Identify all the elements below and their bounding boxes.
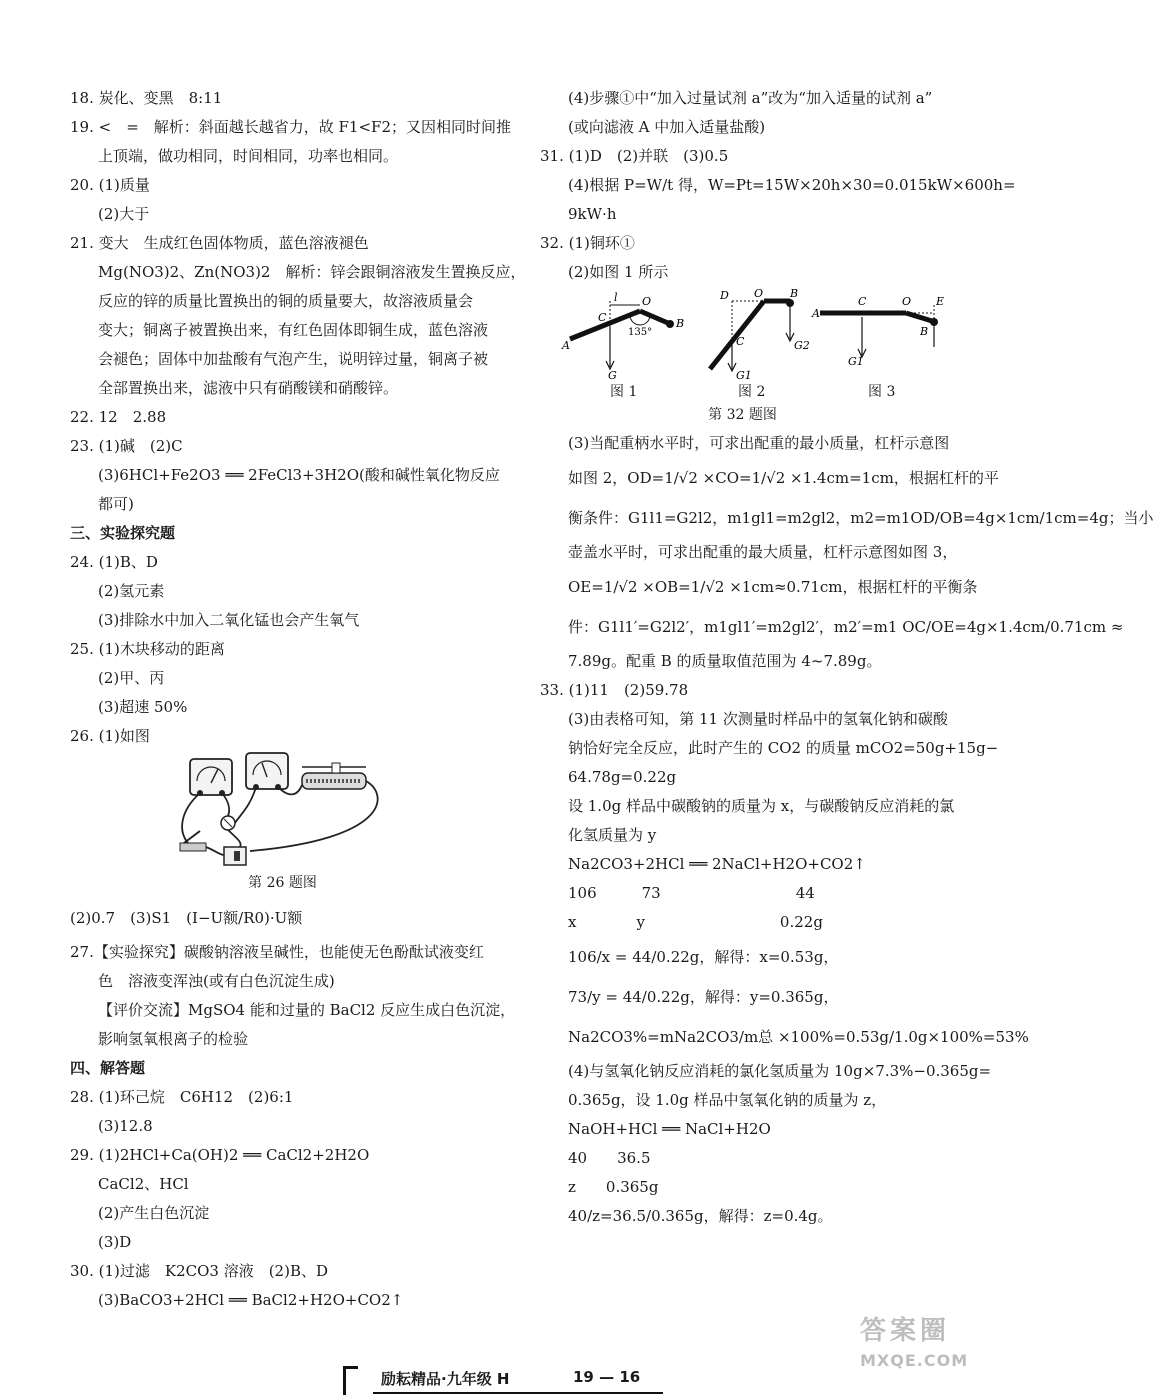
fig3-label-o: O <box>902 295 912 308</box>
fig32-panel-3-caption: 图 3 <box>868 384 896 400</box>
answer-27-cont: 色 溶液变浑浊(或有白色沉淀生成) <box>98 972 335 990</box>
figure-32-levers <box>540 287 945 382</box>
answer-29: 29. (1)2HCl+Ca(OH)2 ══ CaCl2+2H2O <box>70 1146 370 1164</box>
fig2-label-g2: G2 <box>794 339 810 352</box>
fig2-label-d: D <box>720 289 729 302</box>
fig3-label-c: C <box>858 295 867 308</box>
fig1-label-angle: 135° <box>628 327 653 338</box>
circuit-diagram-image <box>70 751 495 869</box>
answer-32-3-line4: 壶盖水平时，可求出配重的最大质量，杠杆示意图如图 3， <box>568 543 958 561</box>
answer-21: 21. 变大 生成红色固体物质，蓝色溶液褪色 <box>70 234 369 252</box>
answer-26: 26. (1)如图 <box>70 727 150 745</box>
answer-26-2-3: (2)0.7 (3)S1 (I−U额/R0)·U额 <box>70 909 303 927</box>
fig3-label-b: B <box>920 325 929 338</box>
answer-25-3: (3)超速 50% <box>98 698 188 716</box>
answer-20: 20. (1)质量 <box>70 176 150 194</box>
answer-33-3-line4: 设 1.0g 样品中碳酸钠的质量为 x，与碳酸钠反应消耗的氯 <box>568 797 955 815</box>
answer-23: 23. (1)碱 (2)C <box>70 437 183 455</box>
answer-29-3: (3)D <box>98 1233 132 1251</box>
fig2-label-g1: G1 <box>736 369 752 382</box>
fig1-label-c: C <box>598 311 607 324</box>
answer-27-eval: 【评价交流】MgSO4 能和过量的 BaCl2 反应生成白色沉淀， <box>98 1001 516 1019</box>
answer-28: 28. (1)环己烷 C6H12 (2)6:1 <box>70 1088 294 1106</box>
answer-21-line4: 变大；铜离子被置换出来，有红色固体即铜生成，蓝色溶液 <box>98 321 489 339</box>
answer-32-3-line5: OE=1/√2 ×OB=1/√2 ×1cm≈0.71cm，根据杠杆的平衡条 <box>568 578 978 596</box>
fig32-panel-1-caption: 图 1 <box>610 384 638 400</box>
answer-32-3-line6: 件：G1l1′=G2l2′，m1gl1′=m2gl2′，m2′=m1 OC/OE=4g×1.4cm/0.71cm ≈ <box>568 618 1124 636</box>
section-experiment-heading: 三、实验探究题 <box>70 524 176 542</box>
footer-page-number: 19 — 16 <box>573 1368 641 1386</box>
answer-33-solve-y: 73/y = 44/0.22g，解得：y=0.365g， <box>568 988 839 1006</box>
answer-22: 22. 12 2.88 <box>70 408 167 426</box>
watermark-logo-text: 答案圈 <box>860 1316 951 1346</box>
answer-21-line2: Mg(NO3)2、Zn(NO3)2 解析：锌会跟铜溶液发生置换反应， <box>98 263 526 281</box>
answer-19-cont: 上顶端，做功相同，时间相同，功率也相同。 <box>98 147 399 165</box>
answer-31: 31. (1)D (2)并联 (3)0.5 <box>540 147 729 165</box>
answer-19: 19. < = 解析：斜面越长越省力，故 F1<F2；又因相同时间推 <box>70 118 512 136</box>
fig1-label-a: A <box>562 339 570 352</box>
section-answers-heading: 四、解答题 <box>70 1059 146 1077</box>
answer-21-line3: 反应的锌的质量比置换出的铜的质量要大，故溶液质量会 <box>98 292 474 310</box>
left-column <box>70 84 526 1315</box>
fig2-label-b: B <box>790 287 799 300</box>
answer-31-4: (4)根据 P=W/t 得，W=Pt=15W×20h×30=0.015kW×600h= <box>568 176 1016 194</box>
footer-book-title: 励耘精品·九年级 H <box>381 1370 510 1388</box>
answer-33-3-line5: 化氢质量为 y <box>568 826 657 844</box>
answer-27: 27.【实验探究】碳酸钠溶液呈碱性，也能使无色酚酞试液变红 <box>70 943 484 961</box>
answer-18: 18. 炭化、变黑 8:11 <box>70 89 223 107</box>
answer-30-4: (4)步骤①中“加入过量试剂 a”改为“加入适量的试剂 a” <box>568 89 933 107</box>
answer-33-percent: Na2CO3%=mNa2CO3/m总 ×100%=0.53g/1.0g×100%=53% <box>568 1028 1029 1046</box>
fig32-panel-2-caption: 图 2 <box>738 384 766 400</box>
answer-33-equation-1: Na2CO3+2HCl ══ 2NaCl+H2O+CO2↑ <box>568 855 866 873</box>
footer-bracket <box>343 1366 358 1395</box>
fig3-label-g1: G1 <box>848 355 864 368</box>
answer-21-line6: 全部置换出来，滤液中只有硝酸镁和硝酸锌。 <box>98 379 399 397</box>
answer-33-equation-2: NaOH+HCl ══ NaCl+H2O <box>568 1120 771 1138</box>
answer-27-eval-cont: 影响氢氧根离子的检验 <box>98 1030 249 1048</box>
right-column <box>540 84 1153 1231</box>
fig3-label-a: A <box>812 307 820 320</box>
answer-33-3-line3: 64.78g=0.22g <box>568 768 677 786</box>
figure-26-circuit <box>70 751 495 869</box>
answer-21-line5: 会褪色；固体中加盐酸有气泡产生，说明锌过量，铜离子被 <box>98 350 489 368</box>
answer-33-solve-z: 40/z=36.5/0.365g，解得：z=0.4g。 <box>568 1207 833 1225</box>
answer-29-1-cont: CaCl2、HCl <box>98 1175 189 1193</box>
answer-20-2: (2)大于 <box>98 205 150 223</box>
answer-32-3-line7: 7.89g。配重 B 的质量取值范围为 4~7.89g。 <box>568 652 882 670</box>
answer-33-ratio-row-1: 106 73 44 <box>568 884 815 902</box>
answer-33-4-line2: 0.365g，设 1.0g 样品中氢氧化钠的质量为 z， <box>568 1091 887 1109</box>
answer-28-3: (3)12.8 <box>98 1117 153 1135</box>
answer-24: 24. (1)B、D <box>70 553 158 571</box>
fig1-label-b: B <box>676 317 685 330</box>
answer-33-4: (4)与氢氧化钠反应消耗的氯化氢质量为 10g×7.3%−0.365g= <box>568 1062 992 1080</box>
answer-31-4-cont: 9kW·h <box>568 205 617 223</box>
answer-32-3-line3: 衡条件：G1l1=G2l2，m1gl1=m2gl2，m2=m1OD/OB=4g×1cm/1cm=4g；当小 <box>568 509 1153 527</box>
fig1-label-l: l <box>614 291 618 304</box>
answer-33-solve-x: 106/x = 44/0.22g，解得：x=0.53g， <box>568 948 839 966</box>
fig3-label-e: E <box>936 295 945 308</box>
figure-26-caption: 第 26 题图 <box>248 875 317 891</box>
answer-30: 30. (1)过滤 K2CO3 溶液 (2)B、D <box>70 1262 329 1280</box>
answer-23-3: (3)6HCl+Fe2O3 ══ 2FeCl3+3H2O(酸和碱性氧化物反应 <box>98 466 500 484</box>
answer-33-3-line2: 钠恰好完全反应，此时产生的 CO2 的质量 mCO2=50g+15g− <box>568 739 999 757</box>
answer-33-ratio-row-4: z 0.365g <box>568 1178 659 1196</box>
answer-30-3: (3)BaCO3+2HCl ══ BaCl2+H2O+CO2↑ <box>98 1291 404 1309</box>
answer-33-ratio-row-2: x y 0.22g <box>568 913 823 931</box>
answer-24-2: (2)氢元素 <box>98 582 165 600</box>
fig1-label-g: G <box>608 369 617 382</box>
answer-33-3: (3)由表格可知，第 11 次测量时样品中的氢氧化钠和碳酸 <box>568 710 948 728</box>
answer-33: 33. (1)11 (2)59.78 <box>540 681 689 699</box>
answer-24-3: (3)排除水中加入二氧化锰也会产生氧气 <box>98 611 360 629</box>
answer-32-2: (2)如图 1 所示 <box>568 263 669 281</box>
watermark-domain: MXQE.COM <box>860 1351 969 1370</box>
answer-23-3-cont: 都可) <box>98 495 134 513</box>
answer-33-ratio-row-3: 40 36.5 <box>568 1149 651 1167</box>
footer-rule <box>373 1392 663 1394</box>
figure-32-panel-captions <box>540 379 945 405</box>
lever-diagrams <box>550 287 945 382</box>
answer-32-3-line2: 如图 2，OD=1/√2 ×CO=1/√2 ×1.4cm=1cm，根据杠杆的平 <box>568 469 999 487</box>
answer-29-2: (2)产生白色沉淀 <box>98 1204 210 1222</box>
fig1-label-o: O <box>642 295 652 308</box>
answer-30-4-cont: (或向滤液 A 中加入适量盐酸) <box>568 118 766 136</box>
page-footer <box>343 1362 663 1394</box>
figure-32-caption: 第 32 题图 <box>708 407 777 423</box>
answer-25-2: (2)甲、丙 <box>98 669 165 687</box>
answer-25: 25. (1)木块移动的距离 <box>70 640 225 658</box>
fig2-label-c: C <box>736 335 745 348</box>
site-watermark <box>860 1310 980 1390</box>
answer-32: 32. (1)铜环① <box>540 234 635 252</box>
fig2-label-o: O <box>754 287 764 300</box>
answer-32-3: (3)当配重柄水平时，可求出配重的最小质量，杠杆示意图 <box>568 434 950 452</box>
